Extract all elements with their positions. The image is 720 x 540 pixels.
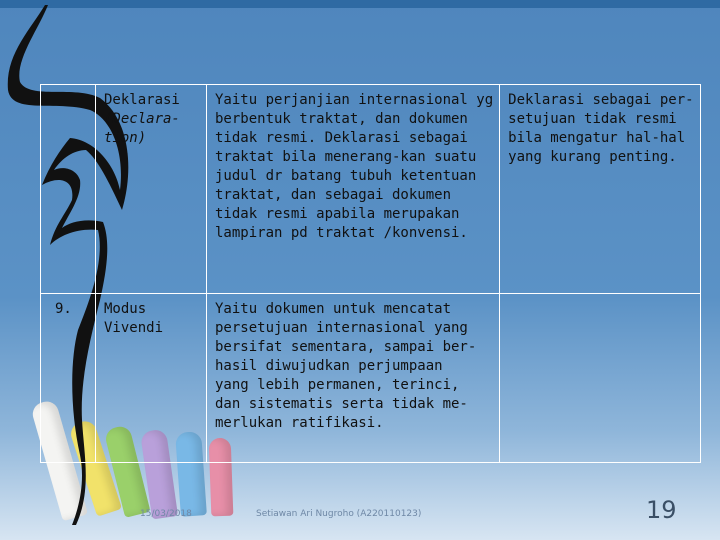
row-number-cell bbox=[41, 85, 96, 294]
description-line: judul dr batang tubuh ketentuan bbox=[215, 168, 477, 184]
description-line: berbentuk traktat, dan dokumen bbox=[215, 111, 468, 127]
note-line: setujuan tidak resmi bbox=[508, 111, 677, 127]
description-line: dan sistematis serta tidak me- bbox=[215, 396, 468, 412]
description-line: hasil diwujudkan perjumpaan bbox=[215, 358, 443, 374]
description-line: traktat bila menerang-kan suatu bbox=[215, 149, 477, 165]
note-line: Deklarasi sebagai per- bbox=[508, 92, 694, 108]
description-line: persetujuan internasional yang bbox=[215, 320, 468, 336]
term-cell bbox=[96, 294, 207, 463]
description-line: merlukan ratifikasi. bbox=[215, 415, 384, 431]
table-row bbox=[41, 85, 701, 294]
term-line: Modus bbox=[104, 301, 147, 317]
description-line: yang lebih permanen, terinci, bbox=[215, 377, 460, 393]
description-cell bbox=[207, 294, 500, 463]
page-number: 19 bbox=[646, 496, 677, 524]
term-cell bbox=[96, 85, 207, 294]
note-line: yang kurang penting. bbox=[508, 149, 677, 165]
term-line: (Declara- bbox=[104, 111, 180, 127]
note-cell bbox=[500, 294, 700, 463]
description-line: Yaitu perjanjian internasional yg bbox=[215, 92, 494, 108]
description-line: bersifat sementara, sampai ber- bbox=[215, 339, 477, 355]
footer-date: 15/03/2018 bbox=[140, 509, 192, 519]
description-line: lampiran pd traktat /konvensi. bbox=[215, 225, 468, 241]
description-line: traktat, dan sebagai dokumen bbox=[215, 187, 452, 203]
note-cell bbox=[500, 85, 700, 294]
description-line: Yaitu dokumen untuk mencatat bbox=[215, 301, 452, 317]
row-number-cell: 9. bbox=[41, 294, 96, 463]
note-line: bila mengatur hal-hal bbox=[508, 130, 686, 146]
description-cell bbox=[207, 85, 500, 294]
term-line: tion) bbox=[104, 130, 147, 146]
term-line: Deklarasi bbox=[104, 92, 180, 108]
table-row bbox=[41, 294, 701, 463]
footer-author: Setiawan Ari Nugroho (A220110123) bbox=[256, 509, 422, 519]
description-line: tidak resmi. Deklarasi sebagai bbox=[215, 130, 468, 146]
term-line: Vivendi bbox=[104, 320, 164, 336]
treaty-terms-table bbox=[40, 84, 701, 463]
description-line: tidak resmi apabila merupakan bbox=[215, 206, 460, 222]
